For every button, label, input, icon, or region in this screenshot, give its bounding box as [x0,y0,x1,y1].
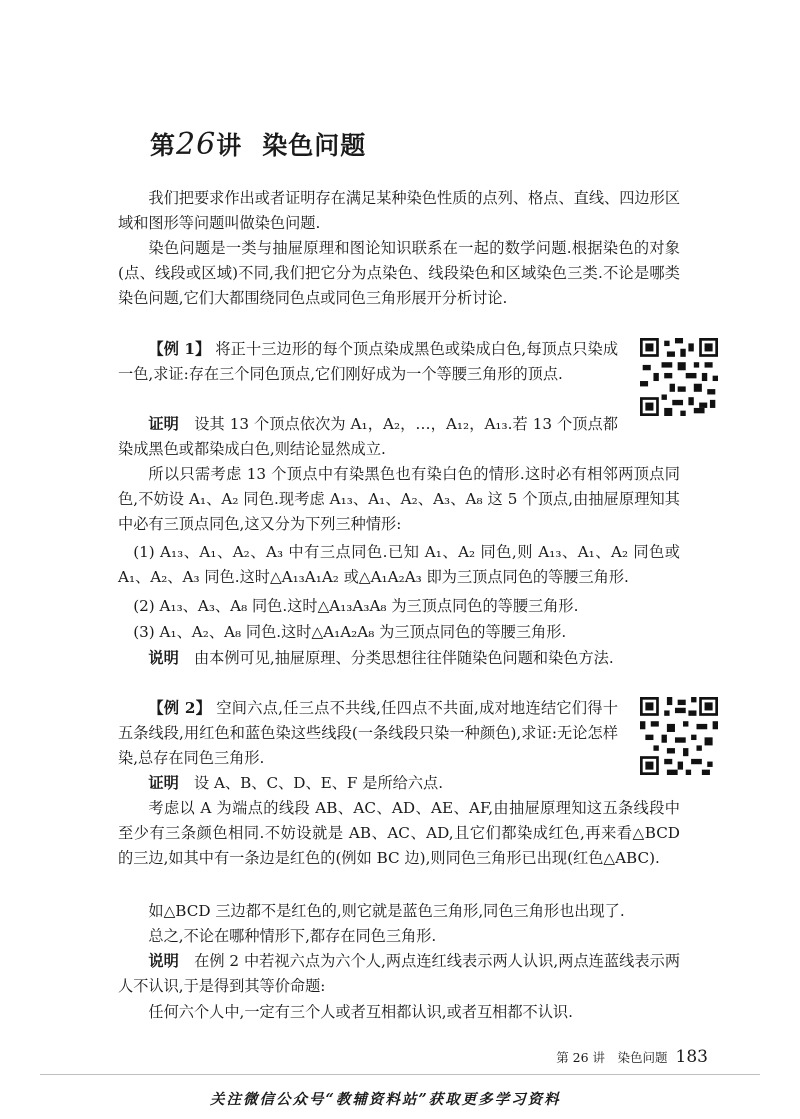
chapter-name: 染色问题 [262,131,367,160]
chapter-prefix: 第 [150,131,177,160]
example-1-proof-label: 证明 [148,415,179,433]
example-1-case-1: (1) A₁₃、A₁、A₂、A₃ 中有三点同色.已知 A₁、A₂ 同色,则 A₁₃、A₁、A₂ 同色或 A₁、A₂、A₃ 同色.这时△A₁₃A₁A₂ 或△A₁A₂A₃ 即为三顶点同色的等腰三角形. [118,543,680,586]
example-1-note-text: 由本例可见,抽屉原理、分类思想往往伴随染色问题和染色方法. [193,649,614,667]
example-1-case-2: (2) A₁₃、A₃、A₈ 同色.这时△A₁₃A₃A₈ 为三顶点同色的等腰三角形. [133,597,579,615]
watermark-banner: 关注微信公众号“教辅资料站”获取更多学习资料 [210,1091,561,1108]
example-1-note-label: 说明 [148,649,179,667]
intro-paragraph-2: 染色问题是一类与抽屉原理和图论知识联系在一起的数学问题.根据染色的对象(点、线段或区域)不同,我们把它分为点染色、线段染色和区域染色三类.不论是哪类染色问题,它们大都围绕同色点或同色三角形展开分析讨论. [118,239,680,307]
chapter-title [150,126,366,162]
page-number: 183 [675,1047,708,1067]
example-2-problem-text: 空间六点,任三点不共线,任四点不共面,成对地连结它们得十五条线段,用红色和蓝色染这些线段(一条线段只染一种颜色),求证:无论怎样染,总存在同色三角形. [118,699,619,767]
example-2-proof-1 [118,771,618,796]
chapter-suffix: 讲 [216,131,243,160]
example-2-note-label: 说明 [148,952,179,970]
example-2-problem [118,696,618,771]
example-2-note [118,949,680,999]
intro-paragraph-1: 我们把要求作出或者证明存在满足某种染色性质的点列、格点、直线、四边形区域和图形等问题叫做染色问题. [118,189,680,232]
example-2-note-text: 在例 2 中若视六点为六个人,两点连红线表示两人认识,两点连蓝线表示两人不认识,于是得到其等价命题: [118,952,681,995]
chapter-number: 26 [176,127,217,162]
example-1-proof-2: 所以只需考虑 13 个顶点中有染黑色也有染白色的情形.这时必有相邻两顶点同色,不妨设 A₁、A₂ 同色.现考虑 A₁₃、A₁、A₂、A₃、A₈ 这 5 个顶点,由抽屉原理知其中必有三顶点同色,这又分为下列三种情形: [118,465,680,533]
footer-divider [40,1074,760,1075]
example-2-proof-3: 如△BCD 三边都不是红色的,则它就是蓝色三角形,同色三角形也出现了. [148,902,625,920]
example-2-note-end: 任何六个人中,一定有三个人或者互相都认识,或者互相都不认识. [148,1003,573,1021]
qr-code-example-1 [640,338,718,416]
example-1-case-3: (3) A₁、A₂、A₈ 同色.这时△A₁A₂A₈ 为三顶点同色的等腰三角形. [133,623,567,641]
qr-code-example-2 [640,697,718,775]
example-1-tag: 【例 1】 [148,340,211,358]
example-1-proof-1-text: 设其 13 个顶点依次为 A₁，A₂，…，A₁₂，A₁₃.若 13 个顶点都染成黑色或都染成白色,则结论显然成立. [118,415,618,458]
page-footer [556,1047,708,1067]
example-2-proof-label: 证明 [148,774,179,792]
example-2-proof-1-text: 设 A、B、C、D、E、F 是所给六点. [193,774,444,792]
example-1-problem-text: 将正十三边形的每个顶点染成黑色或染成白色,每顶点只染成一色,求证:存在三个同色顶点,它们刚好成为一个等腰三角形的顶点. [118,340,619,383]
example-1-note [118,646,680,671]
example-2-tag: 【例 2】 [148,699,212,717]
example-1-problem [118,337,618,387]
example-2-proof-4: 总之,不论在哪种情形下,都存在同色三角形. [148,927,437,945]
footer-chapter: 第 26 讲 染色问题 [556,1050,668,1065]
example-1-proof-1 [118,412,618,462]
example-2-proof-2: 考虑以 A 为端点的线段 AB、AC、AD、AE、AF,由抽屉原理知这五条线段中至少有三条颜色相同.不妨设就是 AB、AC、AD,且它们都染成红色,再来看△BCD 的三边,如其中有一条边是红色的(例如 BC 边),则同色三角形已出现(红色△ABC). [118,799,680,867]
